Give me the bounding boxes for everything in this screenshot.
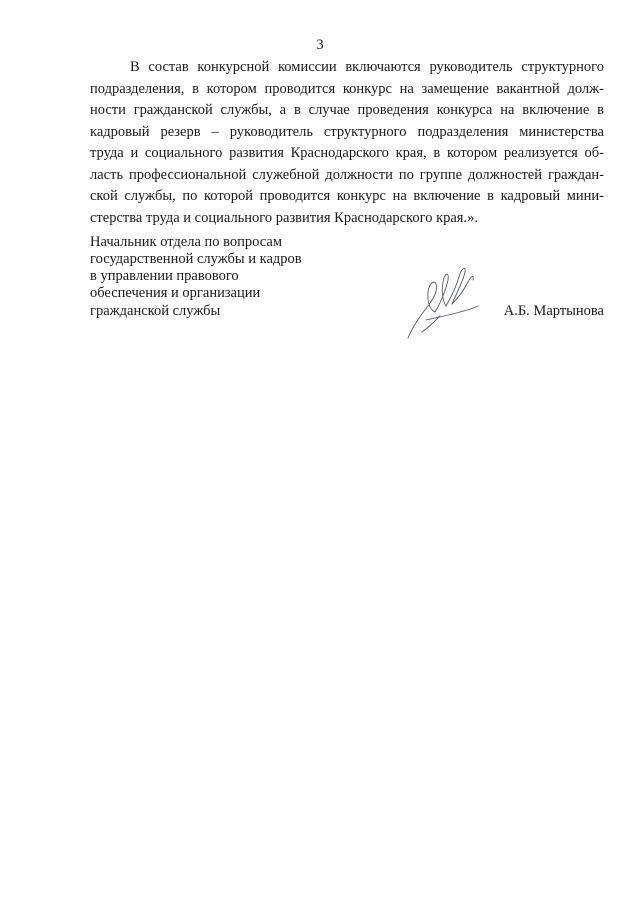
signer-position-line: обеспечения и организации (90, 285, 261, 301)
paragraph-line-last: стерства труда и социального развития Краснодарского края.». (90, 210, 478, 226)
signer-position-line: гражданской службы (90, 303, 221, 319)
paragraph-line: подразделения, в котором проводится конкурс на замещение вакантной долж- (90, 81, 604, 97)
signer-position-line: государственной службы и кадров (90, 251, 302, 267)
paragraph-line: кадровый резерв – руководитель структурного подразделения министерства (90, 124, 604, 140)
paragraph-line: ской службы, по которой проводится конкурс на включение в кадровый мини- (90, 188, 604, 204)
signer-position-line: в управлении правового (90, 268, 239, 284)
paragraph-line: ласть профессиональной служебной должности по группе должностей граждан- (90, 167, 604, 183)
paragraph-line: ности гражданской службы, а в случае проведения конкурса на включение в (90, 102, 604, 118)
paragraph-line: труда и социального развития Краснодарского края, в котором реализуется об- (90, 145, 604, 161)
signer-position-line: Начальник отдела по вопросам (90, 234, 283, 250)
paragraph-line: В состав конкурсной комиссии включаются руководитель структурного (130, 59, 604, 75)
handwritten-signature (402, 262, 484, 342)
page-number: 3 (316, 37, 324, 53)
signer-name: А.Б. Мартынова (503, 303, 604, 319)
